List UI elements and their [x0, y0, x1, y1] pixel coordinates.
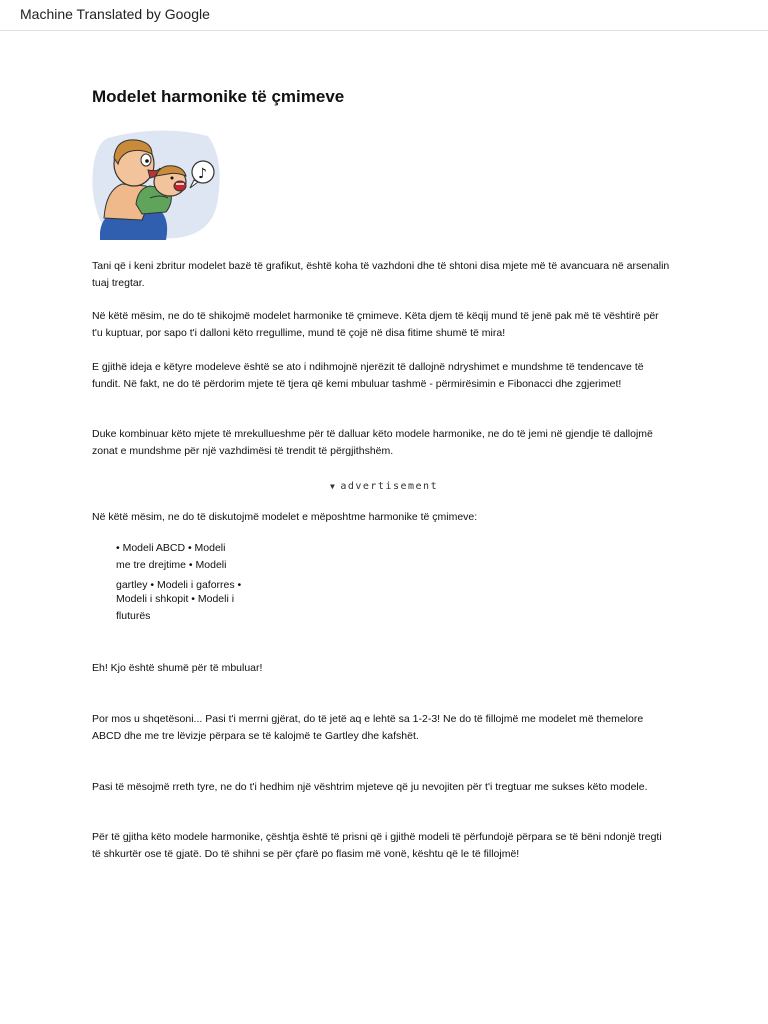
tools-paragraph: Pasi të mësojmë rreth tyre, ne do t'i hedhim një vështrim mjeteve që ju nevojiten për t'i tregtuar me sukses këto modele.: [92, 781, 648, 793]
lesson-paragraph: Në këtë mësim, ne do të shikojmë modelet harmonike të çmimeve. Këta djem të këqij mund të jenë pak më të vështirë për t'u kuptuar, por sapo t'i dalloni këto rregullime, mund të çojë në disa fitime shumë të mira!: [92, 310, 659, 339]
list-line: fluturës: [116, 610, 151, 622]
advertisement-label: advertisement: [340, 481, 439, 492]
translation-banner: [0, 0, 768, 31]
final-paragraph: Për të gjitha këto modele harmonike, çështja është të prisni që i gjithë modeli të përfundojë përpara se të bëni ndonjë tregti të shkurtër ose të gjatë. Do të shihni se për çfarë po flasim më vonë, kështu që le të fillojmë!: [92, 831, 662, 860]
reassure-paragraph: Por mos u shqetësoni... Pasi t'i merrni gjërat, do të jetë aq e lehtë sa 1-2-3! Ne do të fillojmë me modelet më themelore ABCD dhe me tre lëvizje përpara se të kalojmë te Gartley dhe kafshët.: [92, 713, 644, 742]
machine-translated-label: Machine Translated by Google: [20, 6, 210, 22]
advertisement-marker: [330, 481, 438, 492]
intro-paragraph: Tani që i keni zbritur modelet bazë të grafikut, është koha të vazhdoni dhe të shtoni disa mjete më të avancuara në arsenalin tuaj tregtar.: [92, 260, 670, 289]
idea-paragraph: E gjithë ideja e këtyre modeleve është se ato i ndihmojnë njerëzit të dallojnë ndryshimet e mundshme të tendencave të fundit. Në fakt, ne do të përdorim mjete të tjera që kemi mbuluar tashmë - përmirësimin e Fibonacci dhe zgjerimet!: [92, 361, 644, 390]
list-line: • Modeli ABCD • Modeli: [116, 542, 226, 554]
list-line: me tre drejtime • Modeli: [116, 559, 227, 571]
list-intro: Në këtë mësim, ne do të diskutojmë modelet e mëposhtme harmonike të çmimeve:: [92, 511, 478, 523]
cartoon-illustration-icon: [90, 128, 222, 242]
list-line: Modeli i shkopit • Modeli i: [116, 593, 235, 605]
combine-paragraph: Duke kombinuar këto mjete të mrekullueshme për të dalluar këto modele harmonike, ne do të jemi në gjendje të dallojmë zonat e mundshme për një vazhdimësi të trendit të përgjithshëm.: [92, 428, 653, 457]
list-line: gartley • Modeli i gaforres •: [116, 579, 242, 591]
svg-text:♪: ♪: [198, 166, 207, 182]
exclaim-paragraph: Eh! Kjo është shumë për të mbuluar!: [92, 662, 263, 674]
page-title: Modelet harmonike të çmimeve: [92, 87, 345, 106]
triangle-down-icon: ▼: [330, 482, 337, 491]
